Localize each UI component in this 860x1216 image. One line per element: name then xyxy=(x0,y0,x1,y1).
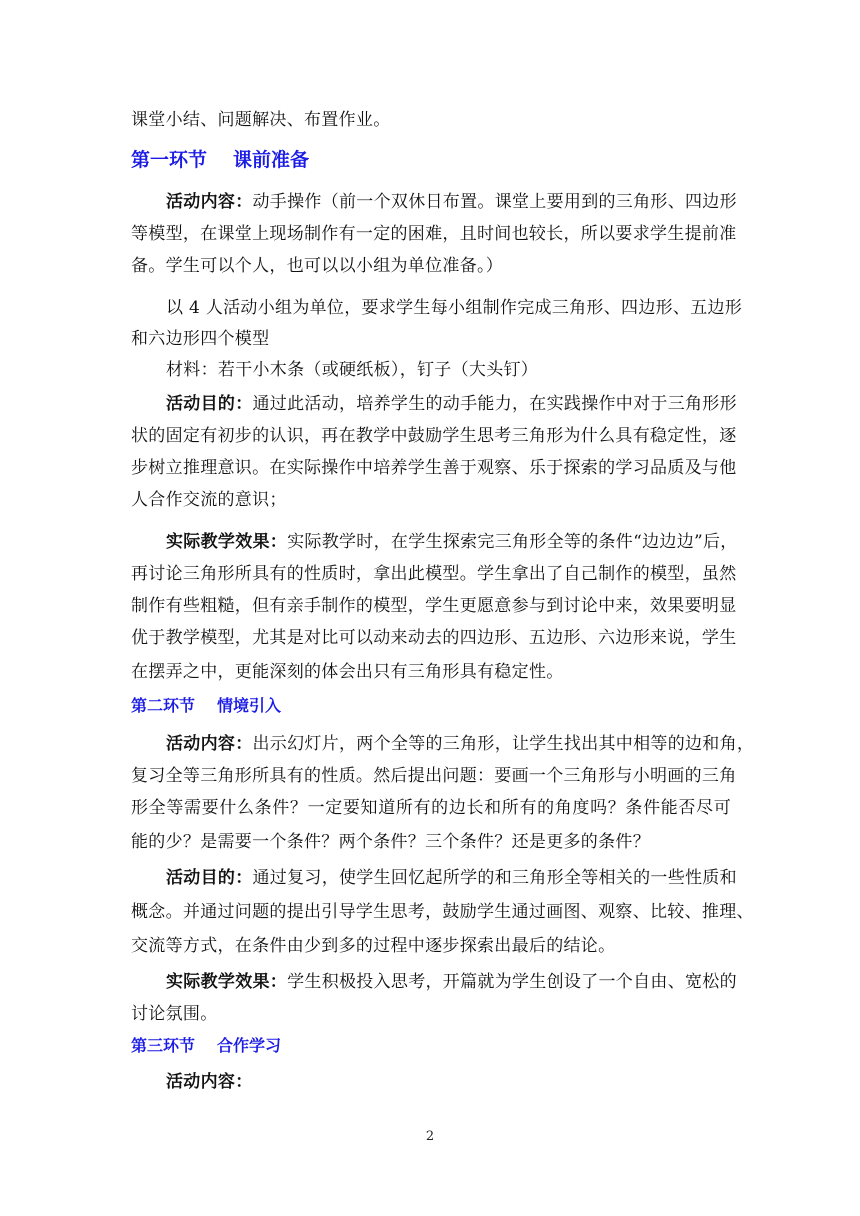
paragraph-text: 动手操作（前一个双休日布置。课堂上要用到的三角形、四边形 xyxy=(252,192,737,212)
paragraph-line xyxy=(166,1070,731,1094)
paragraph-line: 形全等需要什么条件？一定要知道所有的边长和所有的角度吗？条件能否尽可 xyxy=(131,798,731,818)
section-number: 第一环节 xyxy=(131,149,208,171)
intro-line: 课堂小结、问题解决、布置作业。 xyxy=(131,110,391,130)
activity-purpose-label: 活动目的： xyxy=(166,868,253,888)
paragraph-line: 制作有些粗糙，但有亲手制作的模型，学生更愿意参与到讨论中来，效果要明显 xyxy=(131,596,737,616)
paragraph-line: 概念。并通过问题的提出引导学生思考，鼓励学生通过画图、观察、比较、推理、 xyxy=(131,902,754,922)
section-title: 课前准备 xyxy=(233,149,310,171)
paragraph-text: 通过复习，使学生回忆起所学的和三角形全等相关的一些性质和 xyxy=(252,868,737,888)
activity-purpose-label: 活动目的： xyxy=(166,394,253,414)
section-title: 合作学习 xyxy=(217,1036,282,1055)
section-number: 第三环节 xyxy=(131,1036,196,1055)
paragraph-line: 状的固定有初步的认识，再在教学中鼓励学生思考三角形为什么具有稳定性，逐 xyxy=(131,426,737,446)
section-heading-1 xyxy=(131,146,309,174)
section-title: 情境引入 xyxy=(217,696,282,715)
paragraph-line: 优于教学模型，尤其是对比可以动来动去的四边形、五边形、六边形来说，学生 xyxy=(131,628,737,648)
activity-content-label: 活动内容： xyxy=(166,192,253,212)
section-heading-2 xyxy=(131,694,281,718)
paragraph-text: 出示幻灯片，两个全等的三角形，让学生找出其中相等的边和角， xyxy=(252,734,755,754)
paragraph-line: 以 4 人活动小组为单位，要求学生每小组制作完成三角形、四边形、五边形 xyxy=(166,298,743,318)
activity-content-label: 活动内容： xyxy=(166,734,253,754)
paragraph-text: 实际教学时，在学生探索完三角形全等的条件“边边边”后， xyxy=(287,532,738,552)
paragraph-line: 人合作交流的意识； xyxy=(131,490,287,510)
paragraph-text: 学生积极投入思考，开篇就为学生创设了一个自由、宽松的 xyxy=(287,972,737,992)
teaching-effect-label: 实际教学效果： xyxy=(166,532,288,552)
paragraph-line: 备。学生可以个人，也可以以小组为单位准备。） xyxy=(131,256,504,276)
paragraph-line: 在摆弄之中，更能深刻的体会出只有三角形具有稳定性。 xyxy=(131,662,564,682)
paragraph-line xyxy=(166,732,755,756)
paragraph-line xyxy=(166,970,737,994)
paragraph-line: 再讨论三角形所具有的性质时，拿出此模型。学生拿出了自己制作的模型，虽然 xyxy=(131,564,737,584)
paragraph-line: 能的少？是需要一个条件？两个条件？三个条件？还是更多的条件？ xyxy=(131,832,650,852)
paragraph-line xyxy=(166,866,737,890)
paragraph-line: 讨论氛围。 xyxy=(131,1004,218,1024)
paragraph-line: 和六边形四个模型 xyxy=(131,329,270,349)
section-heading-3 xyxy=(131,1034,281,1058)
paragraph-line: 交流等方式，在条件由少到多的过程中逐步探索出最后的结论。 xyxy=(131,936,616,956)
paragraph-line xyxy=(166,392,737,416)
activity-content-label: 活动内容： xyxy=(166,1072,253,1092)
paragraph-line xyxy=(166,190,737,214)
materials-line: 材料：若干小木条（或硬纸板），钉子（大头钉） xyxy=(166,360,539,380)
paragraph-text: 通过此活动，培养学生的动手能力，在实践操作中对于三角形形 xyxy=(252,394,737,414)
paragraph-line: 等模型，在课堂上现场制作有一定的困难，且时间也较长，所以要求学生提前准 xyxy=(131,224,737,244)
paragraph-line xyxy=(166,530,738,554)
paragraph-line: 步树立推理意识。在实际操作中培养学生善于观察、乐于探索的学习品质及与他 xyxy=(131,458,737,478)
page-number: 2 xyxy=(425,1129,435,1144)
teaching-effect-label: 实际教学效果： xyxy=(166,972,288,992)
section-number: 第二环节 xyxy=(131,696,196,715)
paragraph-line: 复习全等三角形所具有的性质。然后提出问题：要画一个三角形与小明画的三角 xyxy=(131,766,737,786)
